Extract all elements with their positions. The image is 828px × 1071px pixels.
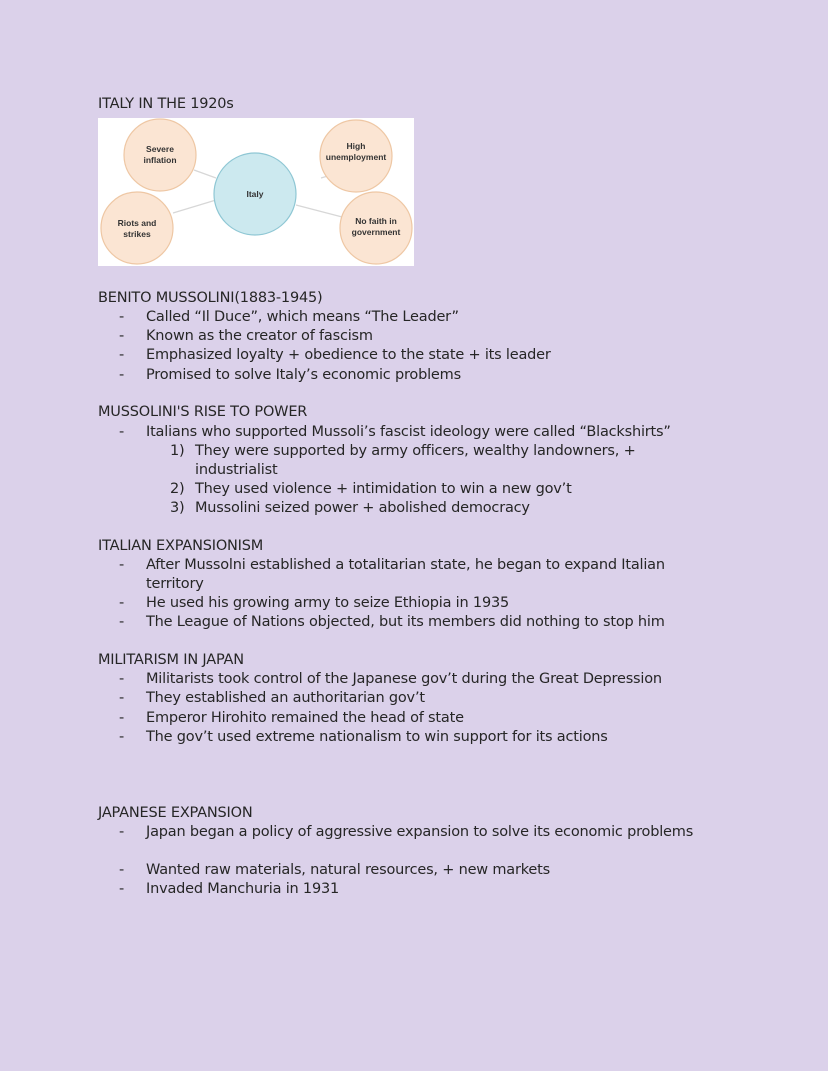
list-item-text: The gov’t used extreme nationalism to win support for its actions [146,729,608,745]
list-item-text: Emperor Hirohito remained the head of state [146,710,464,726]
bullet-dash: - [119,671,125,687]
node-label: High [346,141,366,151]
bullet-dash: - [119,367,125,383]
list-item-text: Wanted raw materials, natural resources, + new markets [146,862,550,878]
section-heading-mussolini: BENITO MUSSOLINI(1883-1945) [98,290,323,306]
node-label: strikes [123,229,151,239]
bullet-dash: - [119,424,125,440]
list-item-text: Invaded Manchuria in 1931 [146,881,340,897]
bullet-dash: - [119,309,125,325]
list-item-text: They established an authoritarian gov’t [146,690,425,706]
section-heading-japan-expansion: JAPANESE EXPANSION [98,805,253,821]
list-item-text: Emphasized loyalty + obedience to the state + its leader [146,347,551,363]
bullet-dash: - [119,881,125,897]
bullet-dash: - [119,595,125,611]
connector-line [296,205,346,218]
node-label: Severe [146,144,174,154]
connector-line [173,200,216,213]
list-item-text: After Mussolni established a totalitarian state, he began to expand Italian territory [146,557,665,592]
bullet-dash: - [119,729,125,745]
bullet-dash: - [119,347,125,363]
center-label: Italy [246,189,264,199]
section-heading-japan-militarism: MILITARISM IN JAPAN [98,652,244,668]
section-heading-italy: ITALY IN THE 1920s [98,96,234,112]
list-item-text: Promised to solve Italy’s economic problems [146,367,461,383]
bullet-dash: - [119,824,125,840]
list-item-text: Militarists took control of the Japanese gov’t during the Great Depression [146,671,662,687]
section-heading-rise: MUSSOLINI'S RISE TO POWER [98,404,308,420]
numbered-item-text: They were supported by army officers, wealthy landowners, + industrialist [195,443,636,478]
item-number: 1) [170,443,185,459]
section-heading-expansionism: ITALIAN EXPANSIONISM [98,538,264,554]
bullet-dash: - [119,557,125,573]
list-item-text: Known as the creator of fascism [146,328,373,344]
italy-diagram-svg [98,118,414,266]
list-item-text: Called “Il Duce”, which means “The Leader” [146,309,459,325]
node-label: unemployment [325,152,387,162]
node-label: government [351,227,401,237]
bullet-dash: - [119,690,125,706]
list-item-text: The League of Nations objected, but its members did nothing to stop him [146,614,665,630]
node-label: No faith in [355,216,397,226]
bullet-dash: - [119,614,125,630]
node-circle-riots-and-strikes [101,192,173,264]
item-number: 3) [170,500,185,516]
node-label: inflation [143,155,177,165]
numbered-item-text: They used violence + intimidation to win a new gov’t [195,481,572,497]
bullet-dash: - [119,710,125,726]
node-label: Riots and [117,218,157,228]
list-item-text: He used his growing army to seize Ethiopia in 1935 [146,595,510,611]
numbered-item-text: Mussolini seized power + abolished democracy [195,500,530,516]
list-item-text: Italians who supported Mussoli’s fascist ideology were called “Blackshirts” [146,424,671,440]
italy-diagram [98,118,414,266]
bullet-dash: - [119,862,125,878]
item-number: 2) [170,481,185,497]
connector-line [194,170,216,178]
bullet-dash: - [119,328,125,344]
list-item-text: Japan began a policy of aggressive expansion to solve its economic problems [146,824,694,840]
